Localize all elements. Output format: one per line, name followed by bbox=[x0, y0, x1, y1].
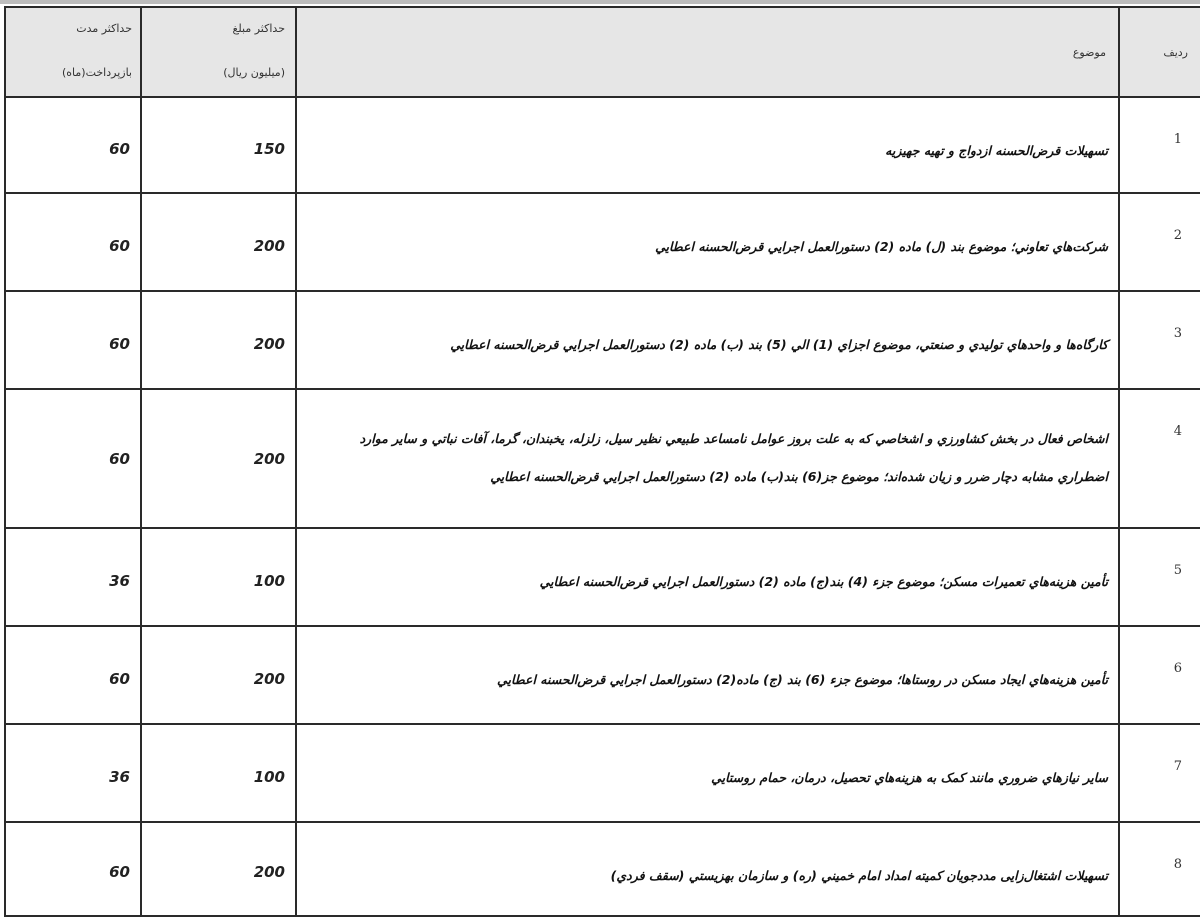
header-duration-line1: حداکثر مدت bbox=[76, 22, 132, 35]
row-number-cell bbox=[1119, 528, 1200, 626]
row-number-text: 1 bbox=[1173, 132, 1182, 147]
duration-text: 36 bbox=[109, 768, 130, 786]
subject-cell bbox=[296, 97, 1119, 193]
header-duration bbox=[5, 7, 141, 97]
amount-cell bbox=[141, 389, 296, 528]
header-row-label: ردیف bbox=[1163, 46, 1188, 59]
header-subject-label: موضوع bbox=[1072, 46, 1106, 59]
table-row bbox=[5, 193, 1200, 291]
amount-cell bbox=[141, 291, 296, 389]
amount-cell bbox=[141, 528, 296, 626]
amount-text: 200 bbox=[253, 863, 285, 881]
duration-cell bbox=[5, 724, 141, 822]
subject-text: سایر نيازهاي ضروري مانند کمک به هزينه‌هاي تحصيل، درمان، حمام روستايي bbox=[711, 770, 1108, 785]
amount-text: 100 bbox=[253, 768, 285, 786]
header-row bbox=[1119, 7, 1200, 97]
header-amount-line2: (میلیون ریال) bbox=[223, 66, 285, 79]
duration-cell bbox=[5, 97, 141, 193]
table-row bbox=[5, 626, 1200, 724]
header-subject bbox=[296, 7, 1119, 97]
table-header bbox=[5, 7, 1200, 97]
amount-text: 200 bbox=[253, 450, 285, 468]
amount-text: 200 bbox=[253, 237, 285, 255]
duration-text: 60 bbox=[109, 670, 130, 688]
amount-text: 200 bbox=[253, 335, 285, 353]
subject-text: شرکت‌هاي تعاوني؛ موضوع بند (ل) ماده (2) دستورالعمل اجرايي قرض‌الحسنه اعطايي bbox=[655, 239, 1108, 254]
table-row bbox=[5, 724, 1200, 822]
table-row bbox=[5, 97, 1200, 193]
amount-cell bbox=[141, 626, 296, 724]
subject-text: تسهیلات اشتغال‌زایی مددجويان کميته امداد امام خميني (ره) و سازمان بهزيستي (سقف فردي) bbox=[610, 868, 1108, 883]
row-number-cell bbox=[1119, 97, 1200, 193]
duration-text: 60 bbox=[109, 335, 130, 353]
duration-text: 36 bbox=[109, 572, 130, 590]
duration-cell bbox=[5, 193, 141, 291]
subject-cell bbox=[296, 822, 1119, 916]
row-number-text: 8 bbox=[1173, 857, 1182, 872]
table-row bbox=[5, 389, 1200, 528]
row-number-cell bbox=[1119, 193, 1200, 291]
duration-cell bbox=[5, 626, 141, 724]
row-number-text: 2 bbox=[1173, 228, 1182, 243]
duration-text: 60 bbox=[109, 450, 130, 468]
subject-cell bbox=[296, 724, 1119, 822]
subject-text: اشخاص فعال در بخش کشاورزي و اشخاصي که به علت بروز عوامل نامساعد طبيعي نظير سيل، زلزله، يخبندان، گرما، آفات نباتي و سایر موارد اضطراري مشابه دچار ضرر و زيان شده‌اند؛ موضوع جز(6) بند(ب) ماده (2) دستورالعمل اجرايي قرض‌الحسنه اعطايي bbox=[359, 431, 1108, 484]
amount-cell bbox=[141, 193, 296, 291]
top-rule bbox=[0, 0, 1200, 4]
subject-cell bbox=[296, 626, 1119, 724]
amount-cell bbox=[141, 724, 296, 822]
row-number-text: 6 bbox=[1173, 661, 1182, 676]
duration-text: 60 bbox=[109, 140, 130, 158]
subject-cell bbox=[296, 389, 1119, 528]
table-row bbox=[5, 291, 1200, 389]
row-number-text: 3 bbox=[1173, 326, 1182, 341]
duration-cell bbox=[5, 291, 141, 389]
subject-text: تأمين هزينه‌هاي ايجاد مسکن در روستاها؛ موضوع جزء (6) بند (ج) ماده(2) دستورالعمل اجرايي قرض‌الحسنه اعطايي bbox=[497, 672, 1108, 687]
subject-cell bbox=[296, 291, 1119, 389]
table-row bbox=[5, 528, 1200, 626]
header-duration-line2: بازپرداخت(ماه) bbox=[61, 66, 132, 79]
duration-cell bbox=[5, 389, 141, 528]
row-number-cell bbox=[1119, 724, 1200, 822]
subject-text: تسهیلات قرض‌الحسنه ازدواج و تهیه جهیزیه bbox=[885, 143, 1108, 158]
subject-text: کارگاه‌ها و واحدهاي توليدي و صنعتي، موضوع اجزاي (1) الي (5) بند (ب) ماده (2) دستورالعمل اجرايي قرض‌الحسنه اعطايي bbox=[450, 337, 1108, 352]
row-number-text: 4 bbox=[1173, 424, 1182, 439]
row-number-text: 5 bbox=[1173, 563, 1182, 578]
row-number-cell bbox=[1119, 291, 1200, 389]
duration-text: 60 bbox=[109, 237, 130, 255]
amount-text: 100 bbox=[253, 572, 285, 590]
row-number-text: 7 bbox=[1173, 759, 1182, 774]
amount-text: 150 bbox=[253, 140, 285, 158]
table-row bbox=[5, 822, 1200, 916]
amount-cell bbox=[141, 97, 296, 193]
duration-text: 60 bbox=[109, 863, 130, 881]
row-number-cell bbox=[1119, 626, 1200, 724]
subject-cell bbox=[296, 193, 1119, 291]
duration-cell bbox=[5, 822, 141, 916]
row-number-cell bbox=[1119, 389, 1200, 528]
header-amount-line1: حداکثر مبلغ bbox=[232, 22, 285, 35]
subject-cell bbox=[296, 528, 1119, 626]
header-amount bbox=[141, 7, 296, 97]
amount-cell bbox=[141, 822, 296, 916]
amount-text: 200 bbox=[253, 670, 285, 688]
loan-table bbox=[4, 6, 1200, 917]
duration-cell bbox=[5, 528, 141, 626]
row-number-cell bbox=[1119, 822, 1200, 916]
subject-text: تأمين هزينه‌هاي تعميرات مسکن؛ موضوع جزء (4) بند(ج) ماده (2) دستورالعمل اجرايي قرض‌الحسنه اعطايي bbox=[539, 574, 1108, 589]
